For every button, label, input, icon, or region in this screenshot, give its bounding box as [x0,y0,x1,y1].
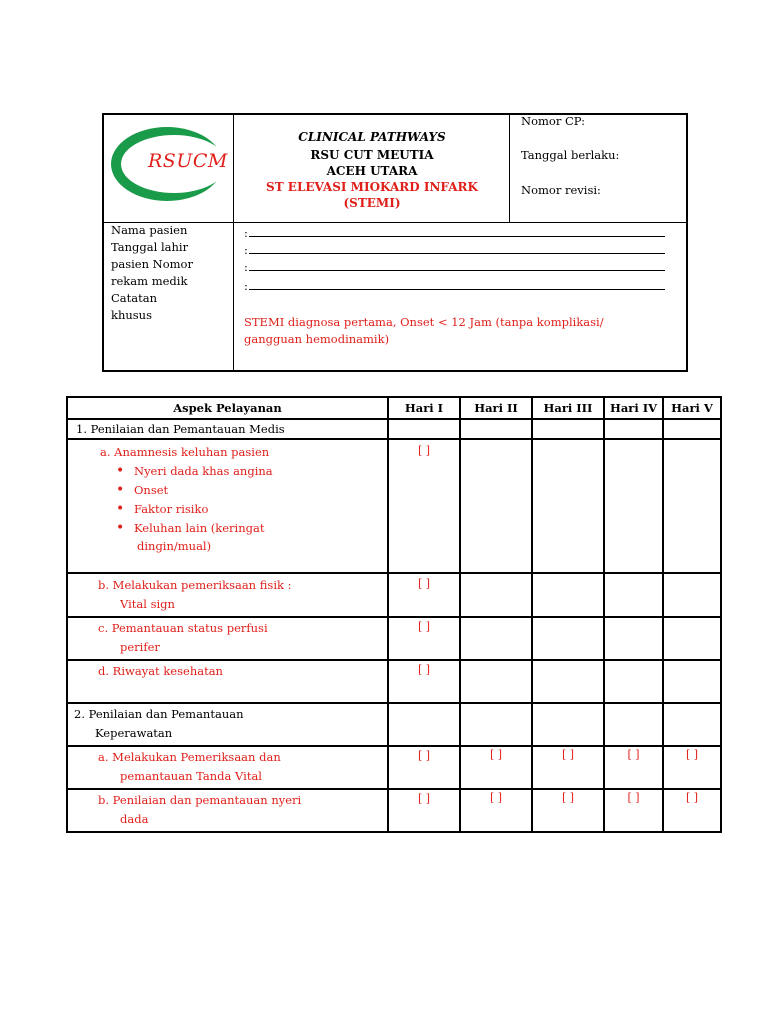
table-row [67,419,721,439]
header-hari-2 [460,397,532,419]
header-hari-1 [388,397,460,419]
hospital-logo [110,126,230,202]
label-tanggal-lahir: Tanggal lahir [111,240,189,254]
header-hari-1-label: Hari I [404,401,444,415]
table-row [67,789,721,832]
field-nama-pasien[interactable] [249,236,665,237]
item-pemeriksaan-fisik-cont: Vital sign [120,597,175,611]
table-header-row [67,397,721,419]
checkbox-anamnesis-hari-1[interactable]: [ ] [417,444,431,457]
list-item: • Faktor risiko [114,500,387,519]
logo-text: RSUCM [148,150,228,172]
item-perfusi: c. Pemantauan status perfusi [98,621,268,635]
checkbox-riwayat-hari-1[interactable]: [ ] [417,663,431,676]
item-tanda-vital: a. Melakukan Pemeriksaan dan [98,750,281,764]
checkbox-nyeri-hari-1[interactable]: [ ] [417,792,431,805]
header-hari-3 [532,397,604,419]
patient-note-line1: STEMI diagnosa pertama, Onset < 12 Jam (tanpa komplikasi/ [244,315,604,329]
header-divider-horizontal [103,222,687,223]
colon-nomor: : [244,260,248,274]
item-nyeri-dada-cont: dada [120,812,149,826]
field-nomor-rekam-medik[interactable] [249,270,665,271]
checkbox-vital-hari-3[interactable]: [ ] [561,748,575,761]
table-row [67,439,721,573]
checkbox-vital-hari-4[interactable]: [ ] [627,748,640,761]
list-item: • Keluhan lain (keringat [114,519,387,538]
nomor-revisi-label: Nomor revisi: [521,183,601,197]
item-pemeriksaan-fisik: b. Melakukan pemeriksaan fisik : [98,578,292,592]
title-abbrev: (STEMI) [343,196,401,210]
label-catatan: Catatan [111,291,158,305]
table-row [67,746,721,789]
checkbox-vital-hari-2[interactable]: [ ] [489,748,503,761]
tanggal-berlaku-label: Tanggal berlaku: [521,148,620,162]
list-item: • Onset [114,481,387,500]
colon-catatan: : [244,279,248,293]
header-hari-2-label: Hari II [474,401,518,415]
title-hospital-name: RSU CUT MEUTIA [310,148,434,162]
header-hari-4 [604,397,663,419]
title-clinical-pathways: CLINICAL PATHWAYS [298,130,446,144]
checkbox-nyeri-hari-2[interactable]: [ ] [489,791,503,804]
nomor-cp-label: Nomor CP: [521,114,585,128]
checkbox-nyeri-hari-5[interactable]: [ ] [685,791,699,804]
list-item: • Nyeri dada khas angina [114,462,387,481]
header-aspek-label: Aspek Pelayanan [173,401,282,415]
header-hari-5-label: Hari V [671,401,713,415]
title-diagnosis: ST ELEVASI MIOKARD INFARK [266,180,478,194]
field-tanggal-lahir[interactable] [249,253,665,254]
table-row [67,617,721,660]
patient-note-line2: gangguan hemodinamik) [244,332,390,346]
header-hari-3-label: Hari III [543,401,593,415]
title-region: ACEH UTARA [326,164,418,178]
label-khusus: khusus [111,308,152,322]
label-pasien-nomor: pasien Nomor [111,257,193,271]
header-hari-4-label: Hari IV [609,401,658,415]
section-1-title: 1. Penilaian dan Pemantauan Medis [76,422,285,436]
checkbox-nyeri-hari-3[interactable]: [ ] [561,791,575,804]
checkbox-nyeri-hari-4[interactable]: [ ] [627,791,640,804]
colon-tanggal: : [244,243,248,257]
label-rekam-medik: rekam medik [111,274,188,288]
checkbox-fisik-hari-1[interactable]: [ ] [417,577,431,590]
item-tanda-vital-cont: pemantauan Tanda Vital [120,769,262,783]
table-row [67,703,721,746]
anamnesis-list [68,462,387,538]
pathway-table [66,396,722,833]
list-item-continuation: dingin/mual) [137,539,212,553]
item-riwayat: d. Riwayat kesehatan [98,664,223,678]
section-2-title-cont: Keperawatan [95,726,173,740]
field-catatan-khusus[interactable] [249,289,665,290]
section-2-title: 2. Penilaian dan Pemantauan [74,707,244,721]
header-aspek [67,397,388,419]
item-nyeri-dada: b. Penilaian dan pemantauan nyeri [98,793,302,807]
checkbox-vital-hari-1[interactable]: [ ] [417,749,431,762]
item-perfusi-cont: perifer [120,640,160,654]
colon-nama: : [244,226,248,240]
table-row [67,660,721,703]
checkbox-vital-hari-5[interactable]: [ ] [685,748,699,761]
header-hari-5 [663,397,721,419]
checkbox-perfusi-hari-1[interactable]: [ ] [417,620,431,633]
label-nama-pasien: Nama pasien [111,223,188,237]
item-anamnesis: a. Anamnesis keluhan pasien [100,445,270,459]
table-row [67,573,721,617]
